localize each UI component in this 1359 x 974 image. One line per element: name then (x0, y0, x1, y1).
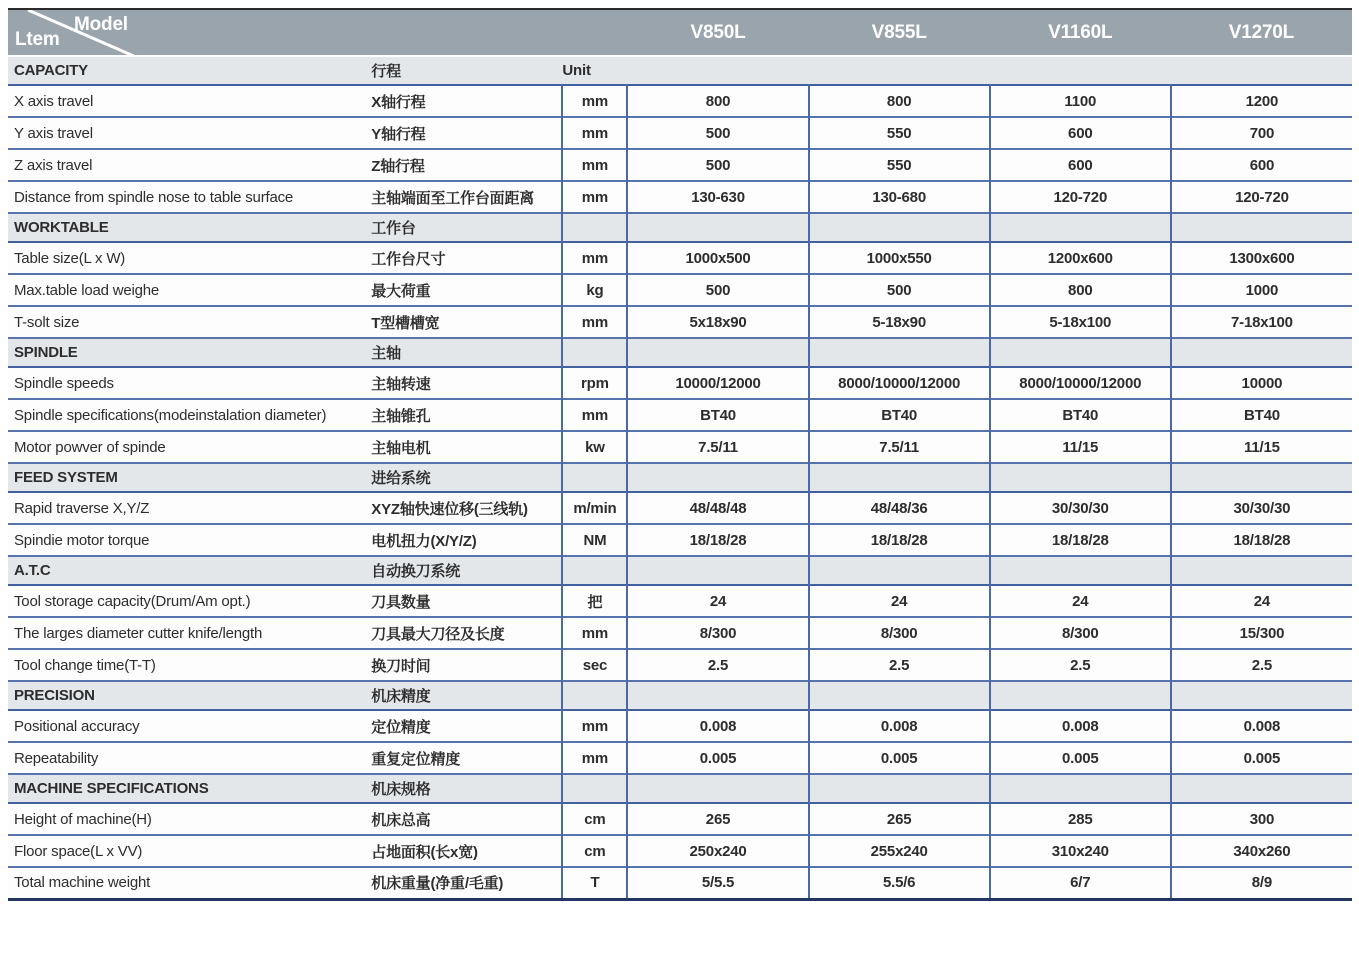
spec-value: 5x18x90 (627, 306, 808, 338)
spec-name-en: T-solt size (8, 306, 368, 338)
spec-value: 300 (1171, 803, 1352, 835)
section-title-en: PRECISION (8, 681, 368, 710)
spec-name-en: Distance from spindle nose to table surface (8, 181, 368, 213)
spec-name-zh: 刀具数量 (368, 585, 562, 617)
section-title-zh: 主轴 (368, 338, 562, 367)
spec-name-en: Z axis travel (8, 149, 368, 181)
spec-value: 1200x600 (990, 242, 1171, 274)
corner-item-label: Ltem (15, 29, 60, 50)
table-row (8, 367, 1352, 399)
spec-value: 18/18/28 (990, 524, 1171, 556)
spec-value: 6/7 (990, 867, 1171, 899)
spec-value: 0.008 (1171, 710, 1352, 742)
spec-value: 5.5/6 (809, 867, 990, 899)
spec-value: 7-18x100 (1171, 306, 1352, 338)
spec-value: BT40 (627, 399, 808, 431)
spec-unit: mm (562, 399, 627, 431)
spec-name-zh: 主轴锥孔 (368, 399, 562, 431)
spec-name-en: Table size(L x W) (8, 242, 368, 274)
spec-value: 5/5.5 (627, 867, 808, 899)
spec-value: 8/300 (627, 617, 808, 649)
spec-unit: mm (562, 306, 627, 338)
spec-value: 2.5 (627, 649, 808, 681)
spec-name-en: Floor space(L x VV) (8, 835, 368, 867)
spec-name-zh: Y轴行程 (368, 117, 562, 149)
section-row-worktable (8, 213, 1352, 242)
table-row (8, 117, 1352, 149)
spec-unit: rpm (562, 367, 627, 399)
section-title-zh: 机床精度 (368, 681, 562, 710)
model-header-v1270l: V1270L (1171, 9, 1352, 56)
spec-value: 2.5 (1171, 649, 1352, 681)
table-row (8, 242, 1352, 274)
spec-value: 1000x550 (809, 242, 990, 274)
table-row (8, 803, 1352, 835)
spec-name-zh: X轴行程 (368, 85, 562, 117)
section-row-feed-system (8, 463, 1352, 492)
spec-unit: kw (562, 431, 627, 463)
spec-value: 600 (990, 117, 1171, 149)
spec-name-zh: 主轴转速 (368, 367, 562, 399)
spec-value: 11/15 (990, 431, 1171, 463)
section-title-zh: 行程 (368, 56, 562, 85)
spec-value: 130-680 (809, 181, 990, 213)
table-row (8, 867, 1352, 899)
spec-value: 265 (627, 803, 808, 835)
spec-unit: mm (562, 149, 627, 181)
spec-unit: mm (562, 85, 627, 117)
spec-name-en: Repeatability (8, 742, 368, 774)
spec-value: 2.5 (809, 649, 990, 681)
spec-name-zh: 主轴电机 (368, 431, 562, 463)
spec-value: 500 (627, 274, 808, 306)
section-title-en: A.T.C (8, 556, 368, 585)
spec-value: 0.008 (990, 710, 1171, 742)
section-title-zh: 工作台 (368, 213, 562, 242)
spec-value: 500 (627, 117, 808, 149)
spec-name-zh: 电机扭力(X/Y/Z) (368, 524, 562, 556)
spec-unit: sec (562, 649, 627, 681)
spec-value: 310x240 (990, 835, 1171, 867)
spec-value: 130-630 (627, 181, 808, 213)
section-row-spindle (8, 338, 1352, 367)
spec-value: 800 (990, 274, 1171, 306)
spec-unit: kg (562, 274, 627, 306)
section-title-zh: 进给系统 (368, 463, 562, 492)
spec-value: 8000/10000/12000 (990, 367, 1171, 399)
spec-value: 8/300 (809, 617, 990, 649)
spec-unit: cm (562, 803, 627, 835)
spec-name-en: Height of machine(H) (8, 803, 368, 835)
spec-name-en: Spindie motor torque (8, 524, 368, 556)
table-row (8, 524, 1352, 556)
spec-value: 18/18/28 (809, 524, 990, 556)
table-header-row (8, 9, 1352, 56)
spec-value: 7.5/11 (809, 431, 990, 463)
spec-value: 11/15 (1171, 431, 1352, 463)
spec-name-zh: 工作台尺寸 (368, 242, 562, 274)
table-row (8, 399, 1352, 431)
spec-value: 30/30/30 (1171, 492, 1352, 524)
table-row (8, 617, 1352, 649)
spec-unit: mm (562, 742, 627, 774)
spec-name-en: Total machine weight (8, 867, 368, 899)
spec-value: 7.5/11 (627, 431, 808, 463)
section-title-en: SPINDLE (8, 338, 368, 367)
spec-value: 1300x600 (1171, 242, 1352, 274)
spec-name-en: The larges diameter cutter knife/length (8, 617, 368, 649)
spec-name-zh: 主轴端面至工作台面距离 (368, 181, 562, 213)
spec-value: 250x240 (627, 835, 808, 867)
spec-name-zh: 占地面积(长x宽) (368, 835, 562, 867)
machine-spec-table (8, 8, 1352, 901)
spec-value: BT40 (1171, 399, 1352, 431)
spec-value: 285 (990, 803, 1171, 835)
spec-unit: mm (562, 617, 627, 649)
section-title-en: FEED SYSTEM (8, 463, 368, 492)
spec-name-en: Tool storage capacity(Drum/Am opt.) (8, 585, 368, 617)
spec-name-en: Spindle specifications(modeinstalation diameter) (8, 399, 368, 431)
spec-name-zh: 定位精度 (368, 710, 562, 742)
section-title-en: WORKTABLE (8, 213, 368, 242)
spec-value: 1000x500 (627, 242, 808, 274)
spec-value: 550 (809, 117, 990, 149)
spec-value: 600 (1171, 149, 1352, 181)
spec-name-en: Motor powver of spinde (8, 431, 368, 463)
spec-value: 24 (627, 585, 808, 617)
spec-value: 120-720 (990, 181, 1171, 213)
spec-value: 1200 (1171, 85, 1352, 117)
spec-value: 30/30/30 (990, 492, 1171, 524)
spec-value: 10000 (1171, 367, 1352, 399)
spec-name-zh: Z轴行程 (368, 149, 562, 181)
spec-name-en: X axis travel (8, 85, 368, 117)
spec-name-en: Positional accuracy (8, 710, 368, 742)
section-row-capacity (8, 56, 1352, 85)
spec-value: 265 (809, 803, 990, 835)
spec-name-zh: XYZ轴快速位移(三线轨) (368, 492, 562, 524)
spec-value: 0.005 (1171, 742, 1352, 774)
spec-value: 0.005 (627, 742, 808, 774)
spec-value: 5-18x90 (809, 306, 990, 338)
spec-name-zh: 换刀时间 (368, 649, 562, 681)
spec-name-en: Rapid traverse X,Y/Z (8, 492, 368, 524)
corner-model-label: Model (74, 14, 128, 35)
section-row-atc (8, 556, 1352, 585)
spec-name-en: Y axis travel (8, 117, 368, 149)
section-title-en: CAPACITY (8, 56, 368, 85)
table-row (8, 835, 1352, 867)
spec-name-zh: 机床重量(净重/毛重) (368, 867, 562, 899)
spec-name-en: Spindle speeds (8, 367, 368, 399)
spec-unit: T (562, 867, 627, 899)
spec-name-zh: T型槽槽宽 (368, 306, 562, 338)
spec-value: 340x260 (1171, 835, 1352, 867)
spec-value: 0.005 (809, 742, 990, 774)
spec-value: BT40 (990, 399, 1171, 431)
table-row (8, 710, 1352, 742)
spec-unit: m/min (562, 492, 627, 524)
spec-value: 600 (990, 149, 1171, 181)
spec-value: 15/300 (1171, 617, 1352, 649)
table-row (8, 274, 1352, 306)
spec-value: 24 (1171, 585, 1352, 617)
spec-value: 1100 (990, 85, 1171, 117)
section-title-zh: 自动换刀系统 (368, 556, 562, 585)
spec-unit: mm (562, 242, 627, 274)
spec-value: 700 (1171, 117, 1352, 149)
spec-value: 8/300 (990, 617, 1171, 649)
table-row (8, 85, 1352, 117)
spec-value: 18/18/28 (1171, 524, 1352, 556)
spec-unit: NM (562, 524, 627, 556)
section-row-precision (8, 681, 1352, 710)
spec-unit: mm (562, 181, 627, 213)
spec-value: 48/48/48 (627, 492, 808, 524)
spec-name-zh: 最大荷重 (368, 274, 562, 306)
section-title-zh: 机床规格 (368, 774, 562, 803)
spec-value: 0.008 (809, 710, 990, 742)
spec-value: 5-18x100 (990, 306, 1171, 338)
table-row (8, 306, 1352, 338)
section-title-en: MACHINE SPECIFICATIONS (8, 774, 368, 803)
spec-value: 0.005 (990, 742, 1171, 774)
spec-name-zh: 重复定位精度 (368, 742, 562, 774)
spec-value: 0.008 (627, 710, 808, 742)
spec-value: BT40 (809, 399, 990, 431)
spec-value: 18/18/28 (627, 524, 808, 556)
spec-name-zh: 刀具最大刀径及长度 (368, 617, 562, 649)
spec-value: 48/48/36 (809, 492, 990, 524)
spec-unit: cm (562, 835, 627, 867)
spec-value: 8/9 (1171, 867, 1352, 899)
spec-value: 24 (809, 585, 990, 617)
spec-unit: mm (562, 117, 627, 149)
spec-value: 800 (627, 85, 808, 117)
model-header-v855l: V855L (809, 9, 990, 56)
table-row (8, 585, 1352, 617)
table-row (8, 492, 1352, 524)
spec-name-en: Max.table load weighe (8, 274, 368, 306)
diagonal-header-cell (8, 9, 627, 56)
table-row (8, 649, 1352, 681)
table-row (8, 149, 1352, 181)
spec-value: 550 (809, 149, 990, 181)
model-header-v1160l: V1160L (990, 9, 1171, 56)
spec-value: 24 (990, 585, 1171, 617)
spec-value: 500 (809, 274, 990, 306)
unit-column-header: Unit (562, 56, 627, 85)
spec-unit: 把 (562, 585, 627, 617)
spec-value: 800 (809, 85, 990, 117)
table-row (8, 431, 1352, 463)
spec-value: 500 (627, 149, 808, 181)
spec-name-en: Tool change time(T-T) (8, 649, 368, 681)
section-row-machine-specifications (8, 774, 1352, 803)
spec-value: 255x240 (809, 835, 990, 867)
spec-unit: mm (562, 710, 627, 742)
spec-name-zh: 机床总高 (368, 803, 562, 835)
table-row (8, 181, 1352, 213)
spec-value: 2.5 (990, 649, 1171, 681)
table-row (8, 742, 1352, 774)
spec-value: 10000/12000 (627, 367, 808, 399)
model-header-v850l: V850L (627, 9, 808, 56)
spec-value: 120-720 (1171, 181, 1352, 213)
spec-value: 1000 (1171, 274, 1352, 306)
spec-value: 8000/10000/12000 (809, 367, 990, 399)
